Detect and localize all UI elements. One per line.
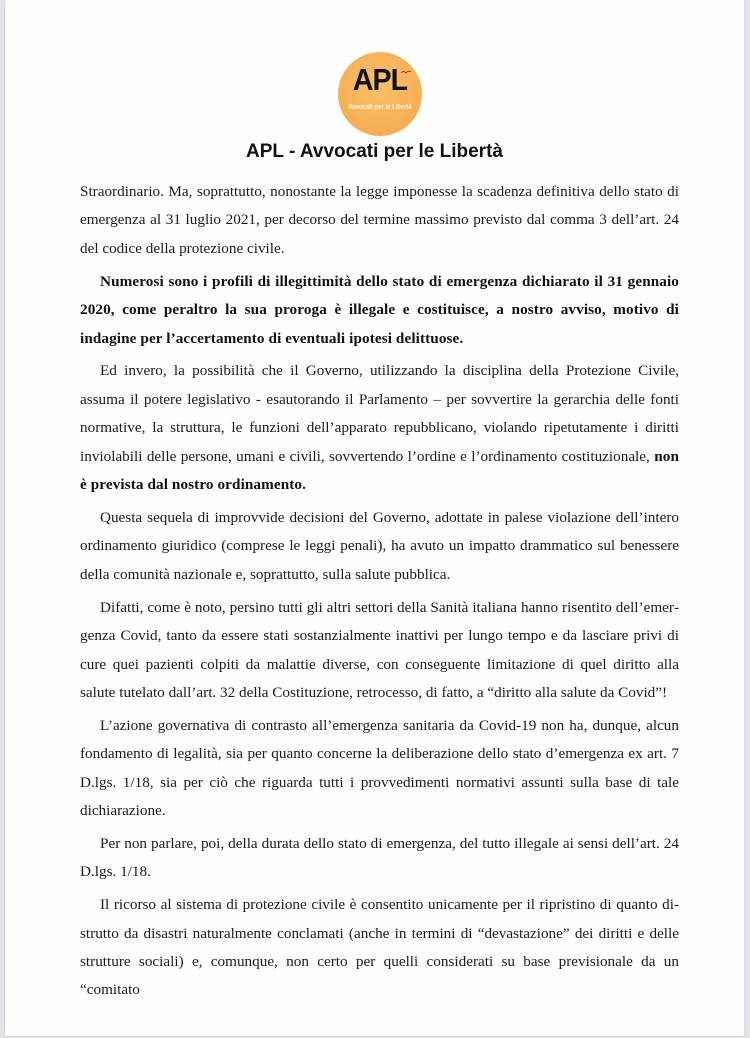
- text-segment: Questa sequela di improvvide decisioni del Governo, adottate in palese violazione dell’intero ordinamento giuridico (comprese le leggi penali), ha avuto un impatto drammatico sul benessere della comunità nazionale e, soprattutto, sulla salute pubblica.: [80, 508, 679, 583]
- text-segment: Ed invero, la possibilità che il Governo, utilizzando la disciplina della Protezione Civile, assuma il potere legislativo - esautorando il Parlamento – per sovvertire la gerarchia delle fonti normative, la struttura, le funzioni dell’apparato repubblicano, violando ripetutamente i diritti inviolabili delle persone, umani e civili, sovvertendo l’ordine e l’ordinamento costituzionale,: [80, 362, 679, 465]
- paragraph: [80, 594, 679, 708]
- document-header-title: APL - Avvocati per le Libertà: [246, 141, 503, 162]
- text-segment: Straordinario. Ma, soprattutto, nonostante la legge imponesse la scadenza definitiva dello stato di emergenza al 31 luglio 2021, per decorso del termine massimo previsto dal comma 3 dell’art. 24 del codice della protezione civile.: [80, 183, 679, 257]
- paragraph: [80, 891, 679, 1005]
- logo-main-text: APL: [352, 62, 408, 97]
- paragraph: [80, 178, 679, 263]
- logo-sub-text: Avvocati per le Libertà: [348, 104, 412, 111]
- text-segment: L’azione governativa di contrasto all’emergenza sanitaria da Covid-19 non ha, dunque, alcun fondamento di legalità, sia per quanto concerne la deliberazione dello stato d’emergenza ex art. 7 D.lgs. 1/18, sia per ciò che riguarda tutti i provvedimenti normativi assunti sulla base di tale dichiarazione.: [80, 716, 679, 820]
- paragraph: [80, 268, 679, 353]
- bold-text-segment: Numerosi sono i profili di illegittimità dello stato di emergenza dichiarato il 31 gennaio 2020, come peraltro la sua proroga è illegale e costituisce, a nostro avviso, motivo di indagine per l’accertamento di eventuali ipotesi delittuose.: [80, 272, 679, 347]
- text-segment: Il ricorso al sistema di protezione civile è consentito unicamente per il ripristino di quanto distrutto da disastri naturalmente conclamati (anche in termini di “devastazione” dei diritti e delle strutture sociali) e, comunque, non certo per quelli considerati su base previsionale da un “comitato: [80, 896, 679, 999]
- text-segment: Per non parlare, poi, della durata dello stato di emergenza, del tutto illegale ai sensi dell’art. 24 D.lgs. 1/18.: [80, 834, 679, 881]
- bold-text-segment: non è prevista dal nostro ordinamento.: [80, 447, 679, 494]
- paragraph: [80, 712, 679, 826]
- document-body: [80, 178, 679, 1009]
- bird-icon: [401, 70, 411, 76]
- apl-logo: [338, 52, 422, 136]
- paragraph: [80, 830, 679, 887]
- document-page: [5, 0, 744, 1036]
- paragraph: [80, 504, 679, 589]
- text-segment: Difatti, come è noto, persino tutti gli altri settori della Sanità italiana hanno risentito dell’emergenza Covid, tanto da essere stati sostanzialmente inattivi per lungo tempo e da lasciare privi di cure quei pazienti colpiti da malattie diverse, con conseguente limitazione di quel diritto alla salute tutelato dall’art. 32 della Costituzione, retrocesso, di fatto, a “diritto alla salute da Covid”!: [80, 598, 679, 701]
- paragraph: [80, 357, 679, 499]
